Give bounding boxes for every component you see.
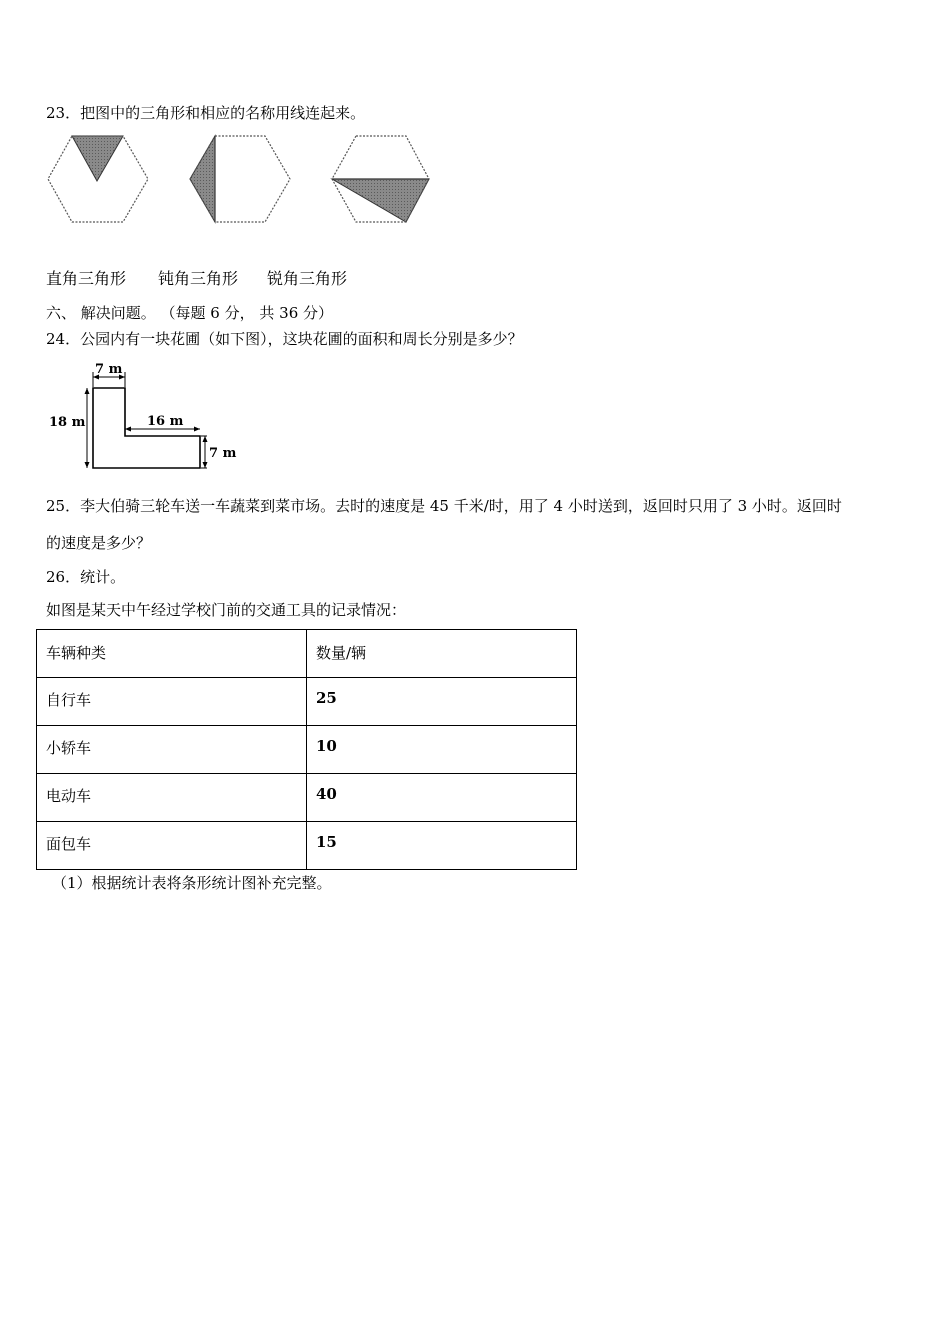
vehicle-stats-table xyxy=(36,629,577,870)
question-25-line2: 的速度是多少？ xyxy=(46,534,152,552)
table-row xyxy=(37,774,577,822)
vehicle-count: 15 xyxy=(307,822,577,870)
hexagon-3-shaded-triangle xyxy=(332,179,429,222)
vehicle-count: 10 xyxy=(307,726,577,774)
label-top-width: 7 m xyxy=(95,362,123,377)
hexagon-1-shaded-triangle xyxy=(72,136,123,181)
table-row xyxy=(37,822,577,870)
name-obtuse-triangle: 钝角三角形 xyxy=(158,269,239,288)
question-26-text: 26．统计。 xyxy=(46,568,126,586)
header-count: 数量/辆 xyxy=(307,630,577,678)
header-vehicle-type: 车辆种类 xyxy=(37,630,307,678)
vehicle-count: 25 xyxy=(307,678,577,726)
label-height: 18 m xyxy=(49,415,86,430)
vehicle-name: 小轿车 xyxy=(37,726,307,774)
triangle-names xyxy=(46,269,347,289)
label-inner-width: 16 m xyxy=(147,414,184,429)
question-24-text: 24．公园内有一块花圃（如下图），这块花圃的面积和周长分别是多少？ xyxy=(46,330,523,348)
vehicle-name: 自行车 xyxy=(37,678,307,726)
vehicle-count: 40 xyxy=(307,774,577,822)
flowerbed-figure xyxy=(44,358,244,476)
hexagon-figures xyxy=(44,132,434,227)
question-26-sub1: （1）根据统计表将条形统计图补充完整。 xyxy=(52,874,332,892)
table-row xyxy=(37,678,577,726)
table-row xyxy=(37,726,577,774)
question-23-text: 23．把图中的三角形和相应的名称用线连起来。 xyxy=(46,104,366,122)
hexagon-1 xyxy=(48,136,148,222)
hexagon-2-shaded-triangle xyxy=(190,136,215,222)
hexagon-2 xyxy=(190,136,290,222)
question-26-description: 如图是某天中午经过学校门前的交通工具的记录情况： xyxy=(46,601,407,619)
question-25-line1: 25．李大伯骑三轮车送一车蔬菜到菜市场。去时的速度是 45 千米/时，用了 4 小时送到，返回时只用了 3 小时。返回时 xyxy=(46,497,842,515)
vehicle-name: 电动车 xyxy=(37,774,307,822)
vehicle-name: 面包车 xyxy=(37,822,307,870)
table-header-row xyxy=(37,630,577,678)
label-right-height: 7 m xyxy=(209,446,237,461)
name-right-triangle: 直角三角形 xyxy=(46,269,127,288)
section-6-heading: 六、 解决问题。 （每题 6 分， 共 36 分） xyxy=(46,304,334,322)
name-acute-triangle: 锐角三角形 xyxy=(267,269,348,288)
hexagon-3 xyxy=(332,136,429,222)
